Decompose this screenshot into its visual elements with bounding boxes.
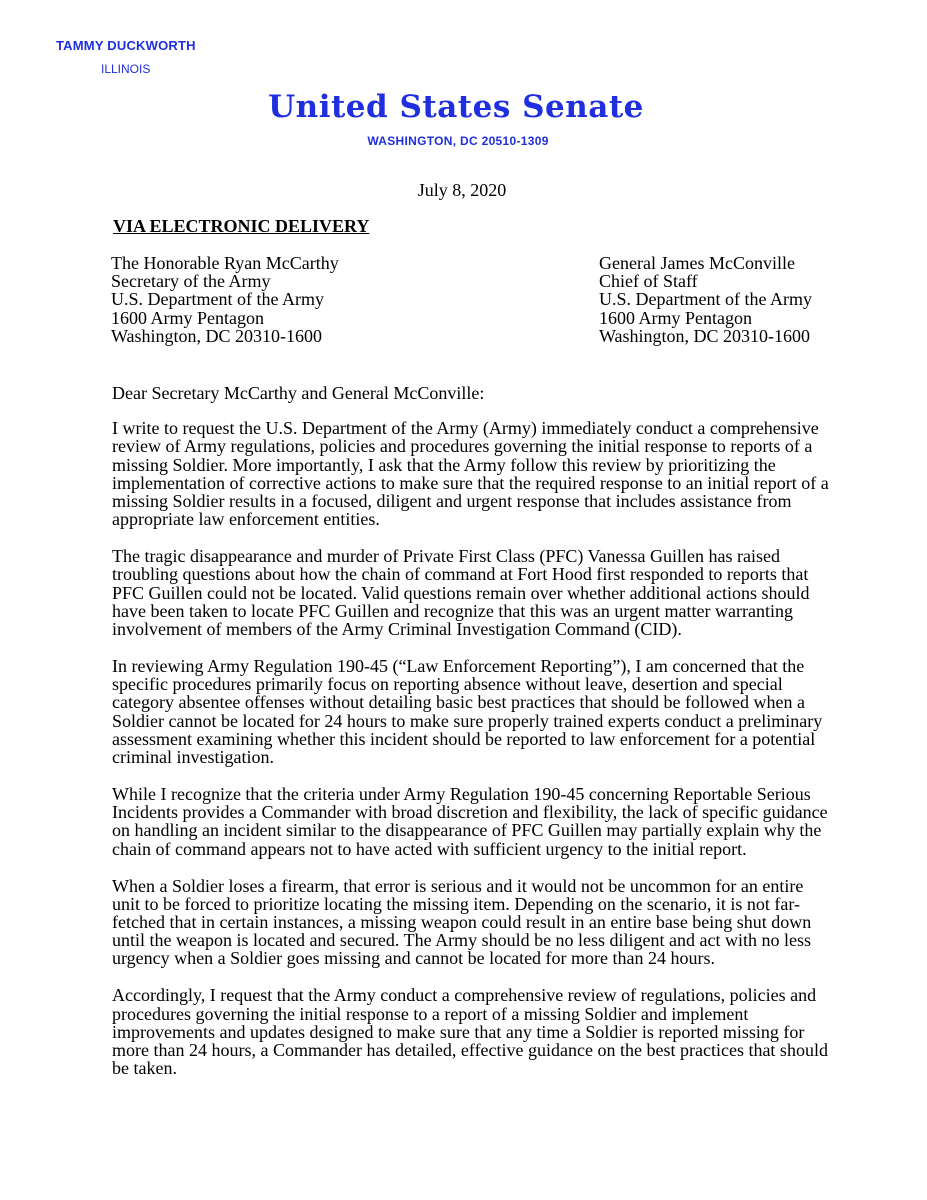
recipient-left-line: Secretary of the Army	[111, 271, 271, 292]
recipient-left-line: U.S. Department of the Army	[111, 289, 324, 310]
recipient-left-line: 1600 Army Pentagon	[111, 307, 264, 328]
recipient-left-line: The Honorable Ryan McCarthy	[111, 253, 339, 273]
senator-state: ILLINOIS	[101, 62, 151, 76]
body-paragraph: The tragic disappearance and murder of Private First Class (PFC) Vanessa Guillen has raised troubling questions about how the chain of command at Fort Hood first responded to reports that PFC Guillen could not be located. Valid questions remain over whether additional actions should have been taken to locate PFC Guillen and recognize that this was an urgent matter warranting involvement of members of the Army Criminal Investigation Command (CID).	[112, 546, 810, 640]
body-paragraph: I write to request the U.S. Department of the Army (Army) immediately conduct a comprehensive review of Army regulations, policies and procedures governing the initial response to reports of a missing Soldier. More importantly, I ask that the Army follow this review by prioritizing the implementation of corrective actions to make sure that the required response to an initial report of a missing Soldier results in a focused, diligent and urgent response that includes assistance from appropriate law enforcement entities.	[112, 418, 829, 530]
delivery-method: VIA ELECTRONIC DELIVERY	[113, 216, 370, 236]
senate-address: WASHINGTON, DC 20510-1309	[367, 134, 549, 148]
body-paragraph: Accordingly, I request that the Army conduct a comprehensive review of regulations, policies and procedures governing the initial response to a report of a missing Soldier and implement improvements and updates designed to make sure that any time a Soldier is reported missing for more than 24 hours, a Commander has detailed, effective guidance on the best practices that should be taken.	[112, 985, 828, 1079]
letter-date: July 8, 2020	[417, 180, 507, 200]
senate-title: United States Senate	[268, 89, 644, 125]
recipient-right-line: General James McConville	[599, 253, 795, 273]
body-paragraph: In reviewing Army Regulation 190-45 (“Law Enforcement Reporting”), I am concerned that the specific procedures primarily focus on reporting absence without leave, desertion and special category absentee offenses without detailing basic best practices that should be followed when a Soldier cannot be located for 24 hours to make sure properly trained experts conduct a preliminary assessment examining whether this incident should be reported to law enforcement for a potential criminal investigation.	[112, 656, 823, 768]
body-paragraph: When a Soldier loses a firearm, that error is serious and it would not be uncommon for an entire unit to be forced to prioritize locating the missing item. Depending on the scenario, it is not far-fetched that in certain instances, a missing weapon could result in an entire base being shut down until the weapon is located and secured. The Army should be no less diligent and act with no less urgency when a Soldier goes missing and cannot be located for more than 24 hours.	[112, 875, 812, 969]
recipient-right-line: Washington, DC 20310-1600	[599, 325, 811, 346]
recipient-right-line: 1600 Army Pentagon	[599, 307, 752, 328]
salutation: Dear Secretary McCarthy and General McConville:	[112, 383, 485, 403]
recipient-address-left	[111, 254, 339, 345]
senator-name: TAMMY DUCKWORTH	[56, 38, 196, 53]
recipient-right-line: U.S. Department of the Army	[599, 289, 812, 310]
recipient-right-line: Chief of Staff	[599, 271, 698, 292]
recipient-left-line: Washington, DC 20310-1600	[111, 325, 323, 346]
body-paragraph: While I recognize that the criteria under Army Regulation 190-45 concerning Reportable Serious Incidents provides a Commander with broad discretion and flexibility, the lack of specific guidance on handling an incident similar to the disappearance of PFC Guillen may partially explain why the chain of command appears not to have acted with sufficient urgency to the initial report.	[112, 784, 828, 859]
letter-body	[112, 384, 832, 1096]
recipient-address-right	[599, 254, 812, 345]
